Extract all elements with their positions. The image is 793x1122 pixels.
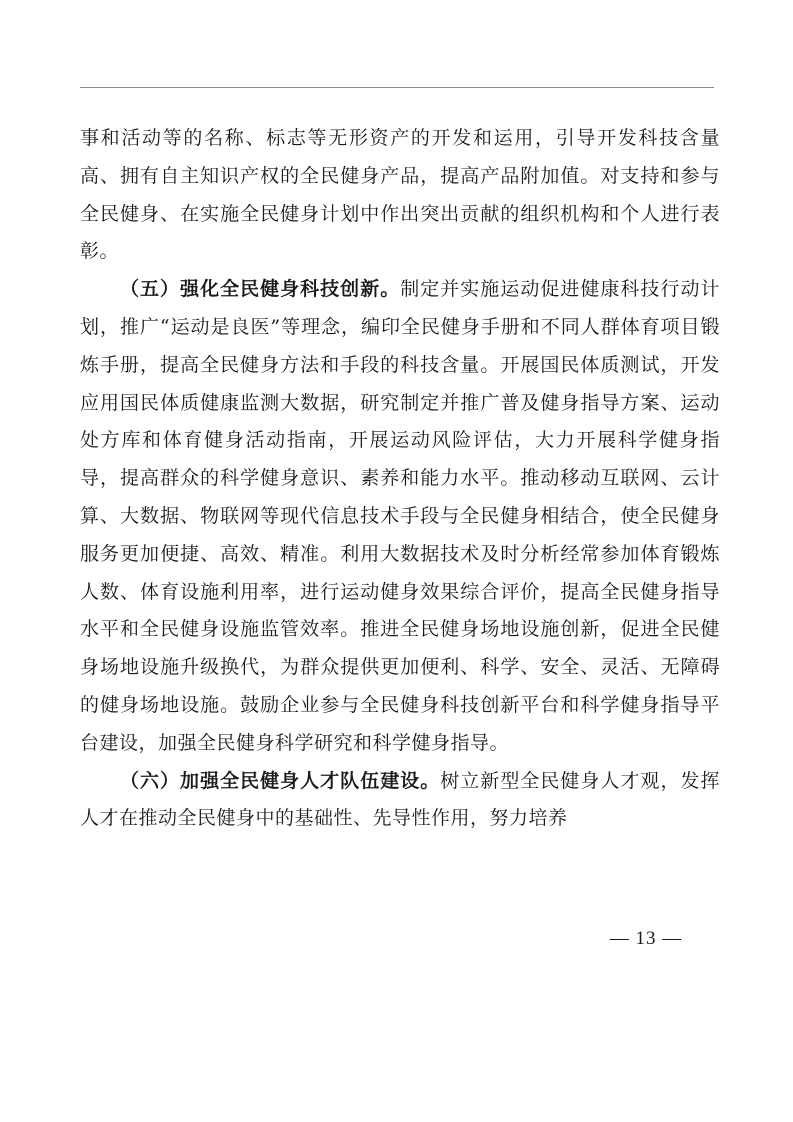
section-heading: （六）加强全民健身人才队伍建设。 xyxy=(120,769,441,792)
paragraph-section-5 xyxy=(80,271,720,762)
section-heading: （五）强化全民健身科技创新。 xyxy=(120,278,401,301)
paragraph-text: 树立新型全民健身人才观，发挥人才在推动全民健身中的基础性、先导性作用，努力培养 xyxy=(80,769,720,830)
paragraph-text: 事和活动等的名称、标志等无形资产的开发和运用，引导开发科技含量高、拥有自主知识产权的全民健身产品，提高产品附加值。对支持和参与全民健身、在实施全民健身计划中作出突出贡献的组织机构和个人进行表彰。 xyxy=(80,127,720,263)
page-number: — 13 — xyxy=(609,928,683,949)
paragraph-section-6 xyxy=(80,763,720,839)
header-rule xyxy=(80,87,714,88)
body-text xyxy=(80,120,720,838)
paragraph-text: 制定并实施运动促进健康科技行动计划，推广“运动是良医”等理念，编印全民健身手册和不同人群体育项目锻炼手册，提高全民健身方法和手段的科技含量。开展国民体质测试，开发应用国民体质健康监测大数据，研究制定并推广普及健身指导方案、运动处方库和体育健身活动指南，开展运动风险评估，大力开展科学健身指导，提高群众的科学健身意识、素养和能力水平。推动移动互联网、云计算、大数据、物联网等现代信息技术手段与全民健身相结合，使全民健身服务更加便捷、高效、精准。利用大数据技术及时分析经常参加体育锻炼人数、体育设施利用率，进行运动健身效果综合评价，提高全民健身指导水平和全民健身设施监管效率。推进全民健身场地设施创新，促进全民健身场地设施升级换代，为群众提供更加便利、科学、安全、灵活、无障碍的健身场地设施。鼓励企业参与全民健身科技创新平台和科学健身指导平台建设，加强全民健身科学研究和科学健身指导。 xyxy=(80,278,720,754)
paragraph-continuation xyxy=(80,120,720,271)
